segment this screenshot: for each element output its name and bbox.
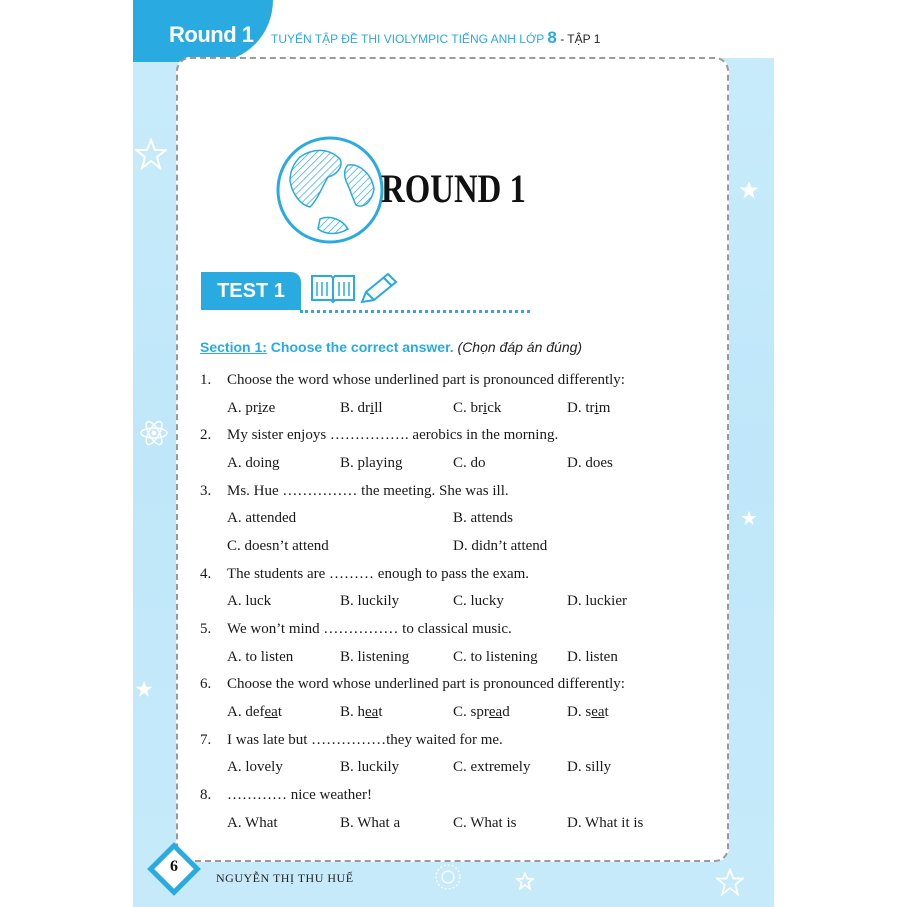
- question-number: 5.: [200, 621, 212, 637]
- author-name: NGUYỄN THỊ THU HUẾ: [216, 871, 354, 885]
- option-6a[interactable]: A. defeat: [227, 704, 282, 720]
- question-text: I was late but ……………they waited for me.: [227, 732, 503, 748]
- header-title: [271, 28, 600, 48]
- option-5c[interactable]: C. to listening: [453, 649, 538, 665]
- option-4d[interactable]: D. luckier: [567, 593, 627, 609]
- option-1b[interactable]: B. drill: [340, 400, 383, 416]
- option-5b[interactable]: B. listening: [340, 649, 410, 665]
- option-3d[interactable]: D. didn’t attend: [453, 538, 548, 554]
- question-text: ………… nice weather!: [227, 787, 372, 803]
- question-number: 8.: [200, 787, 212, 803]
- option-2c[interactable]: C. do: [453, 455, 486, 471]
- question-1: [200, 371, 625, 389]
- section-instruction: Choose the correct answer.: [270, 339, 454, 355]
- option-3b[interactable]: B. attends: [453, 510, 513, 526]
- question-number: 2.: [200, 427, 212, 443]
- header-grade: 8: [547, 28, 557, 47]
- question-text: My sister enjoys ……………. aerobics in the morning.: [227, 427, 559, 443]
- section-instruction-vi: (Chọn đáp án đúng): [457, 339, 583, 355]
- option-1d[interactable]: D. trim: [567, 400, 611, 416]
- question-4: [200, 565, 529, 583]
- question-8: [200, 786, 372, 804]
- option-8d[interactable]: D. What it is: [567, 815, 644, 831]
- option-4b[interactable]: B. luckily: [340, 593, 400, 609]
- flower-icon: [433, 862, 463, 892]
- test-label: TEST 1: [201, 272, 301, 310]
- page-number: 6: [170, 858, 178, 875]
- question-text: Ms. Hue …………… the meeting. She was ill.: [227, 483, 509, 499]
- question-3: [200, 482, 509, 500]
- star-icon: [135, 680, 153, 698]
- option-4c[interactable]: C. lucky: [453, 593, 504, 609]
- option-7a[interactable]: A. lovely: [227, 759, 283, 775]
- option-5d[interactable]: D. listen: [567, 649, 618, 665]
- dotted-divider: [300, 306, 530, 313]
- header-volume: - TẬP 1: [560, 32, 601, 46]
- question-number: 7.: [200, 732, 212, 748]
- option-8a[interactable]: A. What: [227, 815, 278, 831]
- pencil-icon: [356, 272, 398, 306]
- question-7: [200, 731, 503, 749]
- option-2d[interactable]: D. does: [567, 455, 613, 471]
- star-icon: [516, 872, 534, 890]
- star-icon: [741, 510, 757, 526]
- question-number: 6.: [200, 676, 212, 692]
- section-heading: [200, 339, 582, 355]
- option-4a[interactable]: A. luck: [227, 593, 272, 609]
- option-8b[interactable]: B. What a: [340, 815, 401, 831]
- option-6b[interactable]: B. heat: [340, 704, 383, 720]
- option-2a[interactable]: A. doing: [227, 455, 280, 471]
- option-1c[interactable]: C. brick: [453, 400, 502, 416]
- option-3c[interactable]: C. doesn’t attend: [227, 538, 329, 554]
- option-1a[interactable]: A. prize: [227, 400, 276, 416]
- question-2: [200, 426, 558, 444]
- atom-icon: [139, 418, 169, 448]
- star-icon: [560, 0, 580, 20]
- question-5: [200, 620, 512, 638]
- star-icon: [716, 868, 744, 896]
- option-3a[interactable]: A. attended: [227, 510, 297, 526]
- section-number: Section 1:: [200, 339, 267, 355]
- option-6d[interactable]: D. seat: [567, 704, 609, 720]
- option-8c[interactable]: C. What is: [453, 815, 517, 831]
- question-text: The students are ……… enough to pass the exam.: [227, 566, 530, 582]
- question-number: 4.: [200, 566, 212, 582]
- option-7b[interactable]: B. luckily: [340, 759, 400, 775]
- round-heading: ROUND 1: [381, 166, 526, 211]
- question-text: Choose the word whose underlined part is pronounced differently:: [227, 372, 625, 388]
- option-6c[interactable]: C. spread: [453, 704, 510, 720]
- option-7d[interactable]: D. silly: [567, 759, 612, 775]
- option-5a[interactable]: A. to listen: [227, 649, 294, 665]
- book-icon: [309, 270, 357, 304]
- question-text: Choose the word whose underlined part is pronounced differently:: [227, 676, 625, 692]
- option-7c[interactable]: C. extremely: [453, 759, 531, 775]
- question-number: 1.: [200, 372, 212, 388]
- question-6: [200, 675, 625, 693]
- question-text: We won’t mind …………… to classical music.: [227, 621, 512, 637]
- question-number: 3.: [200, 483, 212, 499]
- option-2b[interactable]: B. playing: [340, 455, 403, 471]
- header-title-text: TUYỂN TẬP ĐỀ THI VIOLYMPIC TIẾNG ANH LỚP: [271, 32, 545, 46]
- round-tab-label: Round 1: [169, 22, 254, 47]
